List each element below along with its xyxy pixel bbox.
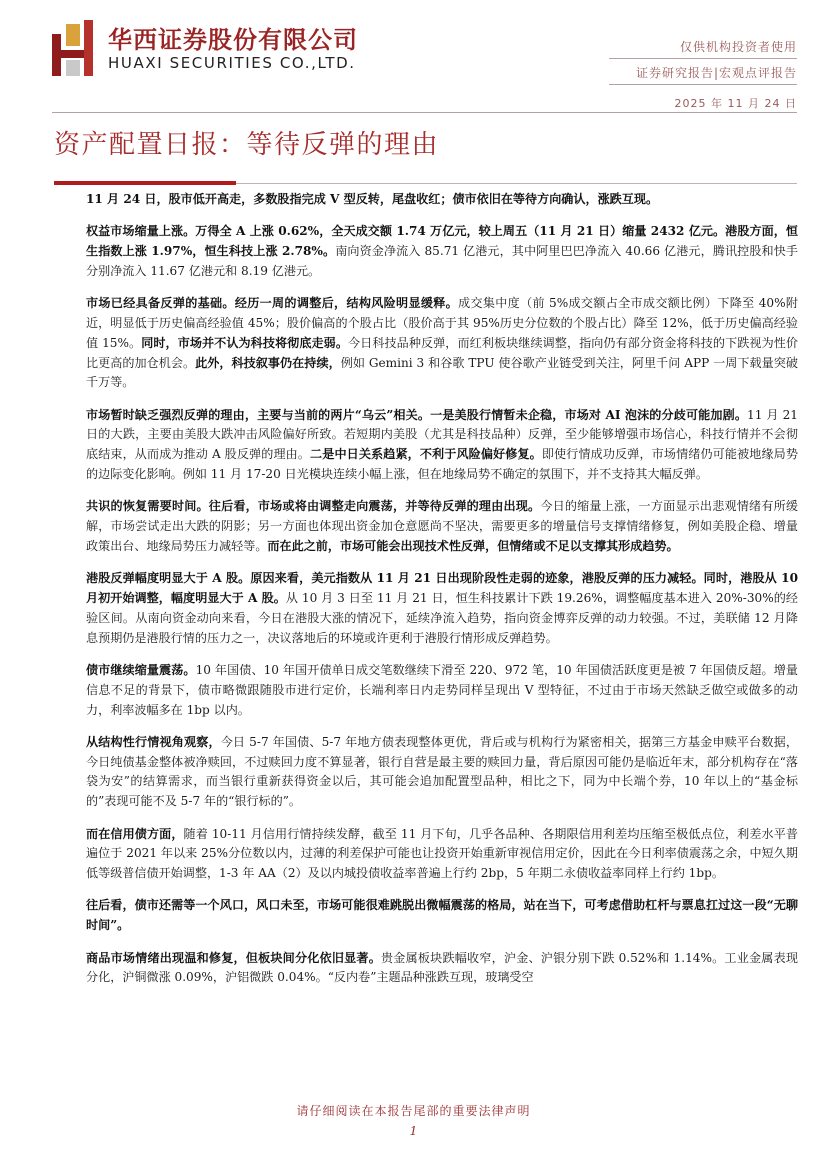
bold-text: 往后看，债市还需等一个风口，风口未至，市场可能很难跳脱出微幅震荡的格局，站在当下，可考虑借助杠杆与票息扛过这一段“无聊时间”。: [86, 898, 798, 933]
report-category: 证券研究报告|宏观点评报告: [635, 66, 797, 80]
company-name-en: HUAXI SECURITIES CO.,LTD.: [108, 54, 356, 72]
bold-text: 商品市场情绪出现温和修复，但板块间分化依旧显著。: [86, 950, 381, 965]
body-text: 今日的缩量上涨，一方面显示出悲观情绪有所缓解，市场尝试走出大跌的阴影；另一方面也体现出资金加仓意愿尚不坚决，需要更多的增量信号支撑情绪修复，例如美股企稳、增量政策出台、地缘局势压力减轻等。: [86, 499, 798, 553]
body-text: 从 10 月 3 日至 11 月 21 日，恒生科技累计下跌 19.26%，调整幅度基本进入 20%-30%的经验区间。从南向资金动向来看，今日在港股大涨的情况下，延续净流入趋势，指向资金博弈反弹的动力较强。不过，美联储 12 月降息预期仍是港股行情的压力之一，决议落地后的环境或许更利于港股行情形成反弹趋势。: [86, 591, 799, 645]
body-text: 随着 10-11 月信用行情持续发酵，截至 11 月下旬，几乎各品种、各期限信用利差均压缩至极低点位，利差水平普遍位于 2021 年以来 25%分位数以内，过薄的利差保护可能也让投资开始重新审视信用定价，因此在今日利率债震荡之余，中短久期低等级普信债开始调整，1-3 年 AA（2）及以内城投债收益率普遍上行约 2bp，5 年期二永债收益率同样上行约 1bp。: [86, 826, 798, 881]
report-date: 2025 年 11 月 24 日: [674, 97, 797, 110]
body-text: 南向资金净流入 85.71 亿港元，其中阿里巴巴净流入 40.66 亿港元，腾讯控股和快手分别净流入 11.67 亿港元和 8.19 亿港元。: [86, 244, 798, 278]
bold-text: 11 月 24 日，股市低开高走，多数股指完成 V 型反转，尾盘收红；债市依旧在等待方向确认，涨跌互现。: [86, 192, 659, 206]
bold-text: 此外，科技叙事仍在持续，: [195, 355, 341, 370]
bold-text: 市场已经具备反弹的基础。经历一周的调整后，结构风险明显缓释。: [86, 296, 459, 311]
body-text: 即使行情成功反弹，市场情绪仍可能被地缘局势的边际变化影响。例如 11 月 17-20 日光模块连续小幅上涨，但在地缘局势不确定的氛围下，并不支持其大幅反弹。: [86, 447, 798, 482]
huaxi-logo-icon: [52, 20, 96, 76]
bold-text: 而在信用债方面，: [86, 826, 184, 841]
body-paragraph: [86, 222, 798, 281]
bold-text: 共识的恢复需要时间。往后看，市场或将由调整走向震荡，并等待反弹的理由出现。: [86, 499, 541, 514]
bold-text: 港股反弹幅度明显大于 A 股。原因来看，美元指数从 11 月 21 日出现阶段性走弱的迹象，港股反弹的压力减轻。同时，港股从 10 月初开始调整，幅度明显大于 A 股。: [86, 571, 798, 606]
body-paragraph: [86, 569, 798, 648]
bold-text: 从结构性行情视角观察，: [86, 734, 221, 749]
bold-text: 二是中日关系趋紧，不利于风险偏好修复。: [310, 447, 542, 462]
body-paragraph: [86, 733, 798, 812]
company-name-cn: 华西证券股份有限公司: [108, 26, 358, 54]
bold-text: 权益市场缩量上涨。万得全 A 上涨 0.62%，全天成交额 1.74 万亿元，较上周五（11 月 21 日）缩量 2432 亿元。港股方面，恒生指数上涨 1.97%，恒生科技上涨 2.78%。: [86, 224, 798, 259]
body-text: 今日 5-7 年国债、5-7 年地方债表现整体更优，背后或与机构行为紧密相关，据第三方基金申赎平台数据，今日纯债基金整体被净赎回，不过赎回力度不算显著，银行自营是最主要的赎回力量，背后原因可能仍是临近年末，部分机构存在“落袋为安”的结算需求，而当银行重新获得资金以后，其可能会追加配置型品种，相比之下，同为中长端个券，10 年以上的“基金标的”表现可能不及 5-7 年的“银行标的”。: [86, 734, 798, 809]
body-paragraph: [86, 406, 798, 485]
body-paragraph: [86, 190, 798, 210]
body-paragraph: [86, 661, 798, 720]
header-rule: [52, 112, 797, 113]
report-body: [86, 190, 798, 1001]
body-paragraph: [86, 497, 798, 556]
body-text: 今日科技品种反弹，而红利板块继续调整，指向仍有部分资金将科技的下跌视为性价比更高的加仓机会。: [86, 335, 798, 370]
body-text: 11 月 21 日的大跌，主要由美股大跌冲击风险偏好所致。若短期内美股（尤其是科技品种）反弹，至少能够增强市场信心，科技行情并不会彻底结束，从而成为推动 A 股反弹的理由。: [86, 407, 798, 462]
bold-text: 而在此之前，市场可能会出现技术性反弹，但情绪或不足以支撑其形成趋势。: [267, 538, 679, 553]
legal-notice: 请仔细阅读在本报告尾部的重要法律声明: [296, 1104, 531, 1118]
body-text: 10 年国债、10 年国开债单日成交笔数继续下滑至 220、972 笔，10 年国债活跃度更是被 7 年国债反超。增量信息不足的背景下，债市略微跟随股市进行定价，长端利率日内走势同样呈现出 V 型特征，不过由于市场天然缺乏做空或做多的动力，利率波幅多在 1bp 以内。: [86, 662, 798, 717]
bold-text: 市场暂时缺乏强烈反弹的理由，主要与当前的两片“乌云”相关。一是美股行情暂未企稳，市场对 AI 泡沫的分歧可能加剧。: [86, 407, 748, 422]
title-accent-bar: [54, 181, 236, 185]
body-paragraph: [86, 294, 798, 393]
body-paragraph: [86, 896, 798, 936]
body-text: 成交集中度（前 5%成交额占全市成交额比例）下降至 40%附近，明显低于历史偏高经验值 45%；股价偏高的个股占比（股价高于其 95%历史分位数的个股占比）降至 12%，低于历史偏高经验值 15%。: [86, 296, 798, 350]
body-text: 贵金属板块跌幅收窄，沪金、沪银分别下跌 0.52%和 1.14%。工业金属表现分化，沪铜微涨 0.09%，沪铝微跌 0.04%。“反内卷”主题品种涨跌互现，玻璃受空: [86, 950, 798, 985]
header-divider: [609, 84, 797, 85]
body-paragraph: [86, 825, 798, 884]
bold-text: 同时，市场并不认为科技将彻底走弱。: [141, 335, 348, 350]
audience-label: 仅供机构投资者使用: [679, 40, 797, 54]
body-text: 例如 Gemini 3 和谷歌 TPU 使谷歌产业链受到关注，阿里千问 APP 一周下载量突破千万等。: [86, 355, 798, 390]
header-divider: [609, 58, 797, 59]
page-title: 资产配置日报：等待反弹的理由: [54, 130, 440, 160]
company-logo: [52, 20, 432, 80]
body-paragraph: [86, 949, 798, 989]
bold-text: 债市继续缩量震荡。: [86, 662, 196, 677]
page-number: 1: [409, 1124, 418, 1138]
